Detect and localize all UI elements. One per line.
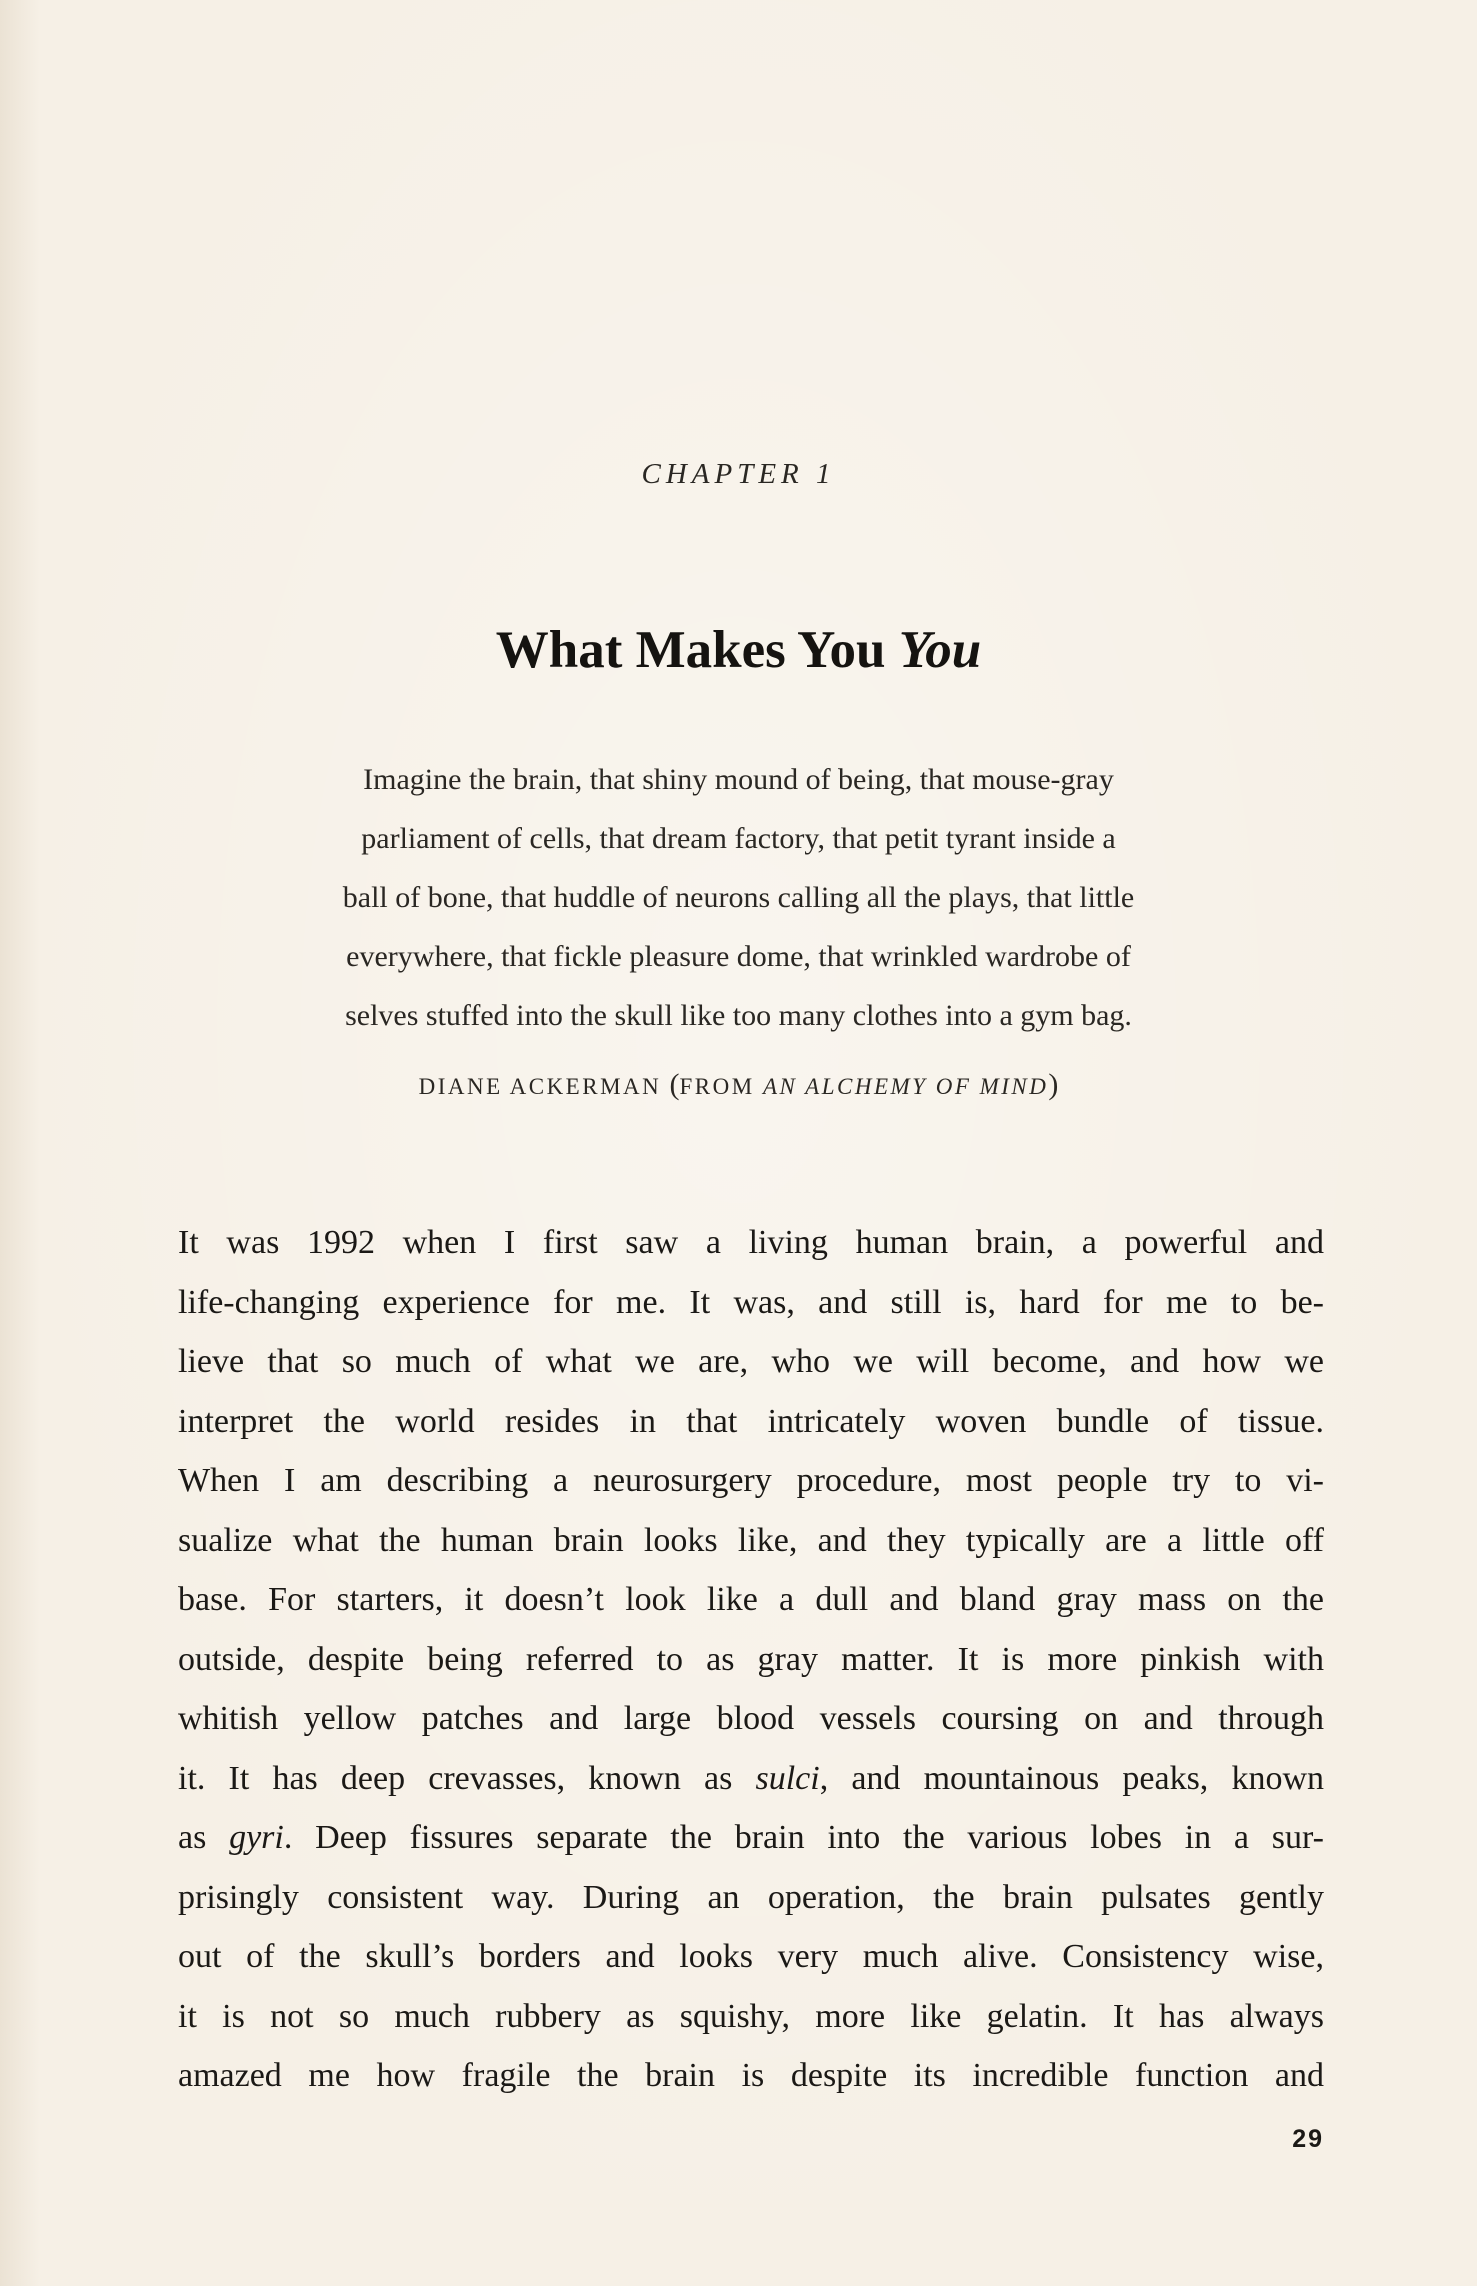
attribution-open-paren: ( (669, 1068, 680, 1101)
body-line: out of the skull’s borders and looks very much alive. Consistency wise, (178, 1938, 1324, 1975)
term-gyri: gyri (229, 1819, 284, 1856)
body-line (178, 1749, 1324, 1809)
chapter-label: CHAPTER 1 (641, 458, 836, 490)
body-line-start: as (178, 1819, 230, 1856)
chapter-title (0, 620, 1477, 680)
body-line-rest: . Deep fissures separate the brain into the various lobes in a sur- (283, 1819, 1324, 1856)
attribution-book-title: AN ALCHEMY OF MIND (762, 1074, 1049, 1099)
chapter-title-emphasis: You (898, 621, 982, 679)
body-line (178, 1808, 1324, 1868)
term-sulci: sulci (755, 1759, 820, 1797)
body-line: amazed me how fragile the brain is despite its incredible function and (178, 2057, 1324, 2094)
epigraph-attribution (0, 1068, 1477, 1102)
body-line-start: it. It has deep crevasses, known as (178, 1759, 756, 1797)
chapter-title-main: What Makes You (495, 621, 899, 679)
epigraph-line: ball of bone, that huddle of neurons calling all the plays, that little (342, 881, 1135, 914)
epigraph-line: parliament of cells, that dream factory, that petit tyrant inside a (361, 822, 1116, 855)
attribution-close-paren: ) (1048, 1068, 1059, 1101)
body-line: outside, despite being referred to as gray matter. It is more pinkish with (178, 1640, 1324, 1678)
body-line: sualize what the human brain looks like, and they typically are a little off (178, 1521, 1324, 1559)
epigraph-line: Imagine the brain, that shiny mound of being, that mouse-gray (363, 763, 1114, 796)
body-line: life-changing experience for me. It was, and still is, hard for me to be- (178, 1283, 1324, 1321)
epigraph-line: selves stuffed into the skull like too many clothes into a gym bag. (345, 999, 1132, 1032)
epigraph-line: everywhere, that fickle pleasure dome, that wrinkled wardrobe of (346, 940, 1131, 973)
body-line: It was 1992 when I first saw a living human brain, a powerful and (178, 1224, 1324, 1261)
body-line: prisingly consistent way. During an operation, the brain pulsates gently (178, 1878, 1324, 1916)
body-line-rest: , and mountainous peaks, known (819, 1759, 1325, 1797)
body-line: When I am describing a neurosurgery procedure, most people try to vi- (178, 1462, 1324, 1499)
body-line: it is not so much rubbery as squishy, more like gelatin. It has always (178, 1997, 1324, 2035)
body-paragraph (178, 1213, 1324, 2106)
page-number: 29 (1292, 2125, 1324, 2153)
body-line: whitish yellow patches and large blood vessels coursing on and through (178, 1700, 1324, 1737)
attribution-from: FROM (679, 1074, 763, 1099)
body-line: base. For starters, it doesn’t look like a dull and bland gray mass on the (178, 1581, 1324, 1618)
attribution-author: DIANE ACKERMAN (418, 1074, 670, 1099)
epigraph (270, 750, 1207, 1045)
body-line: lieve that so much of what we are, who we will become, and how we (178, 1343, 1324, 1380)
body-line: interpret the world resides in that intricately woven bundle of tissue. (178, 1402, 1324, 1440)
